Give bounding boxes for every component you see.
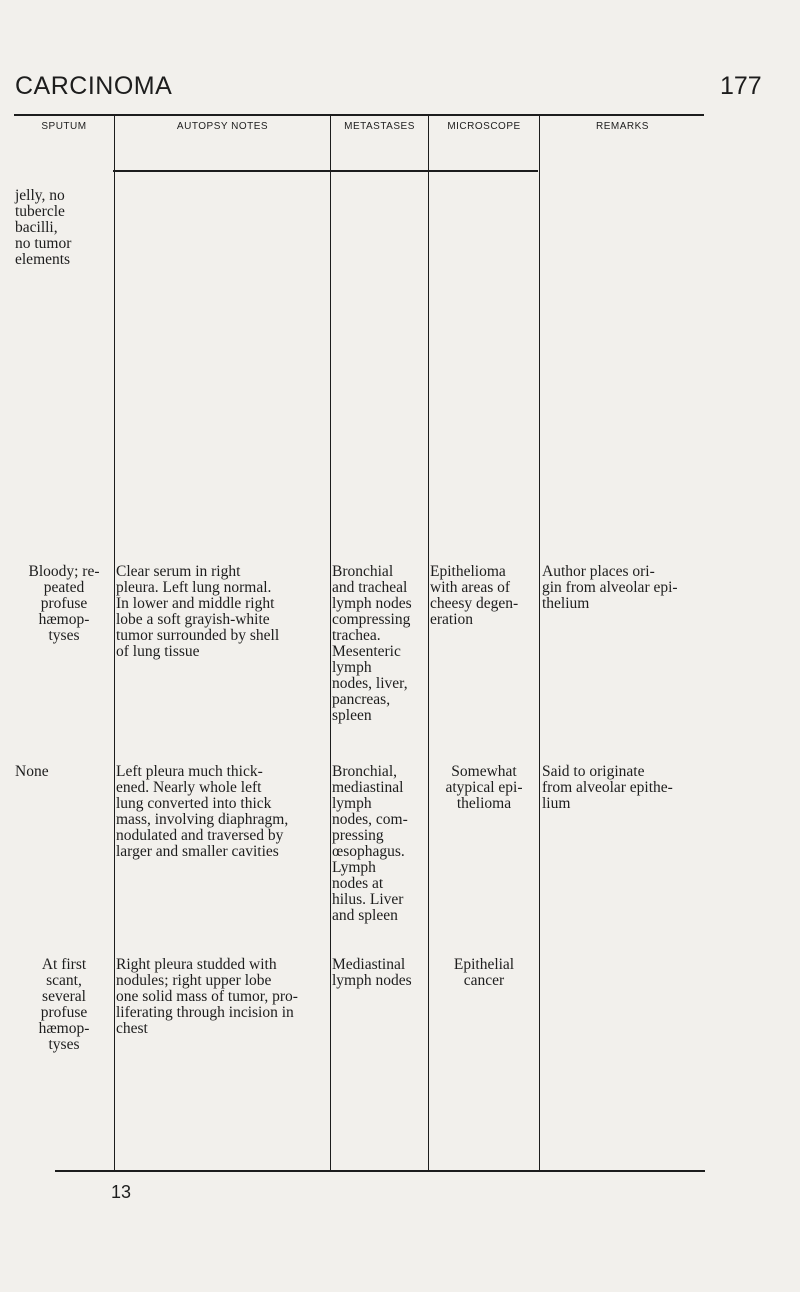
cell-microscope: Somewhat atypical epi- thelioma: [445, 763, 523, 812]
cell-autopsy-notes: Left pleura much thick- ened. Nearly whole left lung converted into thick mass, involving diaphragm, nodulated and traversed by larger and smaller cavities: [116, 763, 289, 860]
page-number: 177: [720, 72, 762, 100]
cell-metastases: Bronchial, mediastinal lymph nodes, com- pressing œsophagus. Lymph nodes at hilus. Liver and spleen: [332, 763, 408, 924]
running-title: CARCINOMA: [15, 72, 173, 100]
cell-sputum: Bloody; re- peated profuse hæmop- tyses: [28, 563, 100, 644]
running-head: [0, 58, 800, 98]
cell-sputum: jelly, no tubercle bacilli, no tumor elements: [15, 187, 72, 268]
table-top-rule: [14, 114, 704, 116]
table-bottom-rule: [55, 1170, 705, 1172]
cell-metastases: Mediastinal lymph nodes: [332, 956, 412, 989]
cell-autopsy-notes: Clear serum in right pleura. Left lung normal. In lower and middle right lobe a soft grayish-white tumor surrounded by shell of lung tissue: [116, 563, 280, 660]
cell-metastases: Bronchial and tracheal lymph nodes compressing trachea. Mesenteric lymph nodes, liver, pancreas, spleen: [332, 563, 412, 724]
cell-sputum: None: [15, 763, 49, 780]
header-metastases: METASTASES: [344, 121, 415, 132]
cell-microscope: Epithelial cancer: [453, 956, 515, 989]
cell-remarks: Author places ori- gin from alveolar epi- thelium: [542, 563, 678, 612]
cell-sputum: At first scant, several profuse hæmop- tyses: [38, 956, 90, 1053]
header-bottom-rule: [113, 170, 538, 172]
column-divider: [428, 116, 429, 1170]
column-divider: [539, 116, 540, 1170]
header-microscope: MICROSCOPE: [447, 121, 521, 132]
header-remarks: REMARKS: [596, 121, 649, 132]
column-divider: [330, 116, 331, 1170]
signature-mark: 13: [111, 1182, 132, 1202]
cell-microscope: Epithelioma with areas of cheesy degen- eration: [430, 563, 519, 628]
column-divider: [114, 116, 115, 1170]
header-autopsy-notes: AUTOPSY NOTES: [176, 121, 269, 132]
cell-remarks: Said to originate from alveolar epithe- lium: [542, 763, 673, 812]
header-sputum: SPUTUM: [41, 121, 87, 132]
cell-autopsy-notes: Right pleura studded with nodules; right upper lobe one solid mass of tumor, pro- liferating through incision in chest: [116, 956, 298, 1037]
